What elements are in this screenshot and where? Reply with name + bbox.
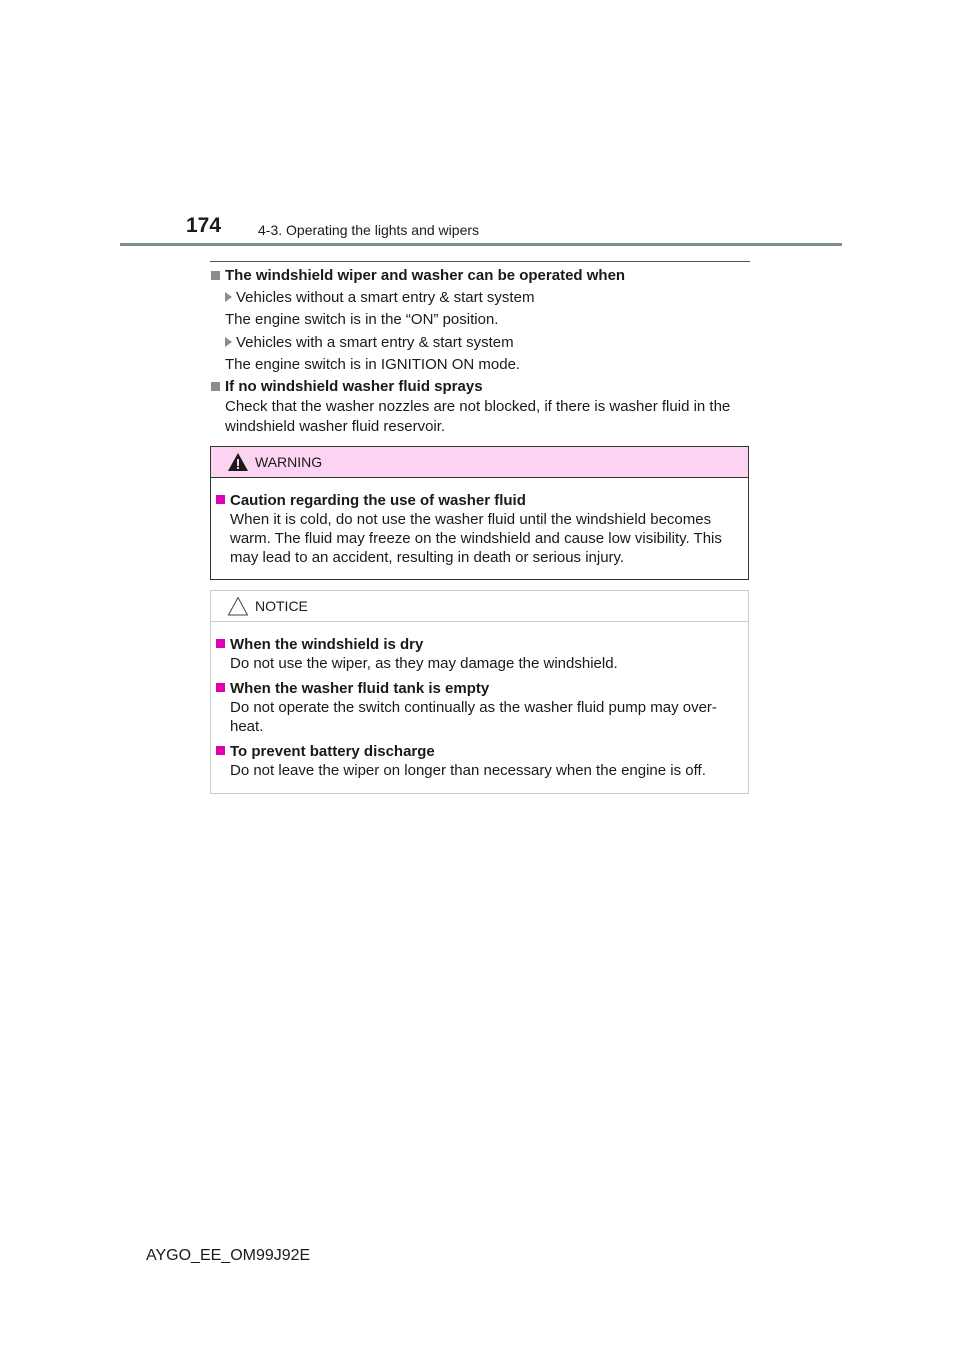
warning-title: WARNING [255,454,323,470]
notice-heading-text: When the windshield is dry [230,636,424,653]
section-text-line: Check that the washer nozzles are not blocked, if there is washer fluid in the [225,398,731,415]
condition-bullet [210,288,750,308]
section-heading-text: The windshield wiper and washer can be operated when [225,267,626,284]
square-bullet-icon [211,271,220,280]
section-heading [210,377,750,397]
notice-text-line: Do not operate the switch continually as the washer fluid pump may over- [230,699,717,716]
triangle-bullet-icon [225,292,232,302]
notice-box [210,590,749,794]
section-operating-conditions [210,266,750,375]
warning-heading-text: Caution regarding the use of washer fluid [230,492,526,509]
notice-text-line: Do not leave the wiper on longer than necessary when the engine is off. [230,762,706,779]
document-code: AYGO_EE_OM99J92E [146,1247,311,1264]
notice-text-line: heat. [230,718,264,735]
warning-body [211,491,748,567]
notice-text-line: Do not use the wiper, as they may damage the windshield. [230,655,618,672]
section-no-fluid [210,377,750,437]
condition-bullet-text: Vehicles without a smart entry & start system [236,289,535,306]
warning-box [210,446,749,580]
caution-icon [227,596,249,616]
condition-bullet [210,333,750,353]
triangle-bullet-icon [225,337,232,347]
notice-heading [215,742,738,761]
section-heading [210,266,750,286]
notice-body [211,635,748,780]
notice-heading [215,679,738,698]
square-bullet-icon [216,683,225,692]
notice-heading-text: When the washer fluid tank is empty [230,680,490,697]
section-title: 4-3. Operating the lights and wipers [258,222,480,238]
condition-text: The engine switch is in IGNITION ON mode. [225,356,521,373]
square-bullet-icon [216,495,225,504]
warning-text-line: When it is cold, do not use the washer fluid until the windshield becomes [230,511,712,528]
warning-icon [227,452,249,472]
header-rule [120,243,842,246]
warning-text-line: may lead to an accident, resulting in death or serious injury. [230,549,625,566]
notice-heading [215,635,738,654]
notice-header [211,591,748,622]
section-text-line: windshield washer fluid reservoir. [225,418,446,435]
section-heading-text: If no windshield washer fluid sprays [225,378,483,395]
warning-header [211,447,748,478]
notice-title: NOTICE [255,598,308,614]
warning-text-line: warm. The fluid may freeze on the windshield and cause low visibility. This [230,530,722,547]
page-number: 174 [186,214,222,237]
square-bullet-icon [216,639,225,648]
content-top-rule [210,261,750,262]
condition-bullet-text: Vehicles with a smart entry & start system [236,334,514,351]
warning-heading [215,491,738,510]
square-bullet-icon [216,746,225,755]
notice-heading-text: To prevent battery discharge [230,743,435,760]
condition-text: The engine switch is in the “ON” position. [225,311,499,328]
square-bullet-icon [211,382,220,391]
